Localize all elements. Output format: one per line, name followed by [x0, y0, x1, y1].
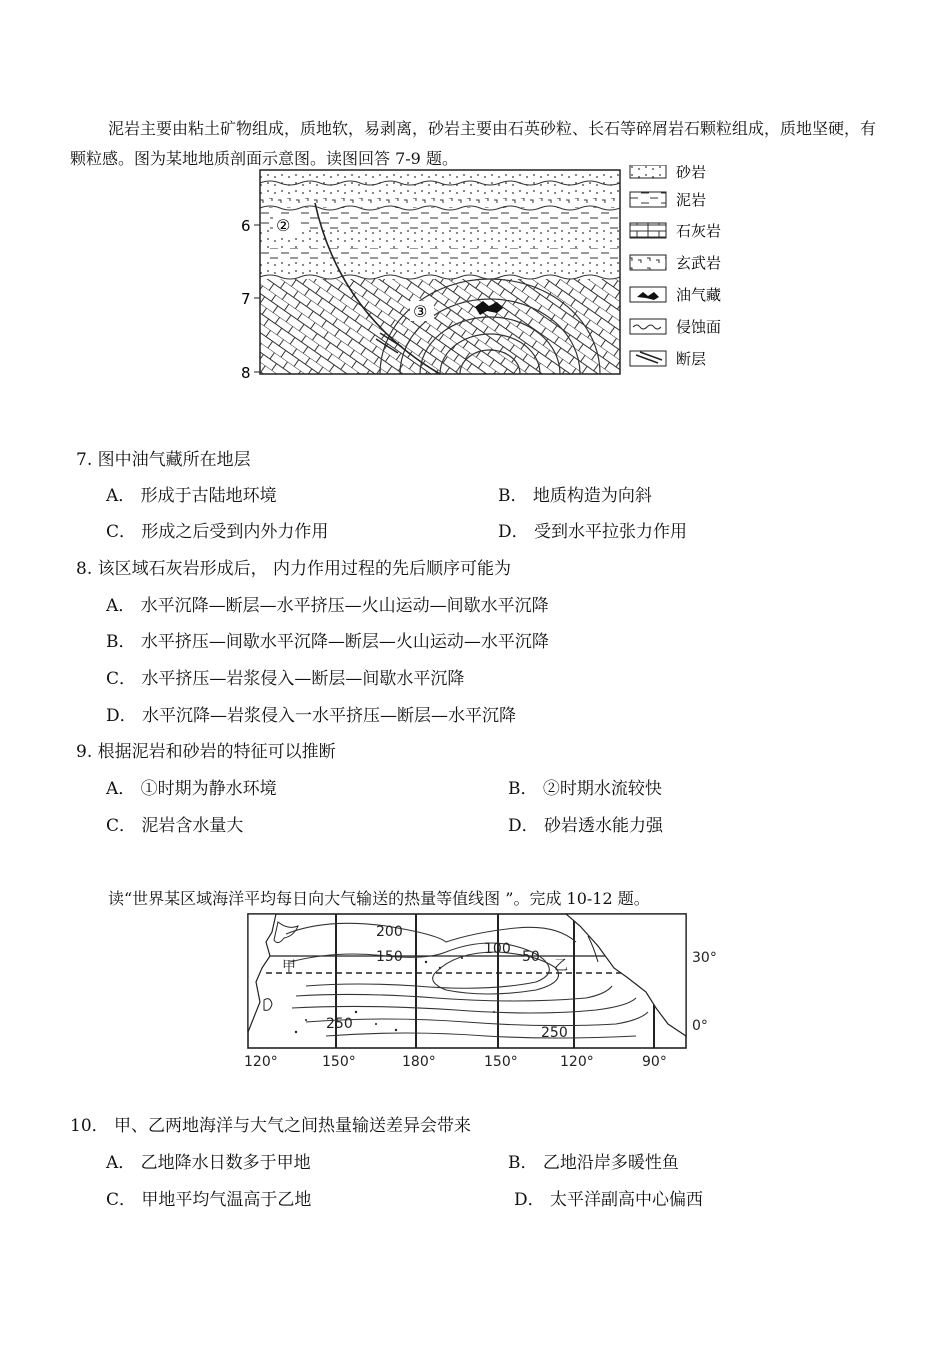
question-8-option-b[interactable]: B． 水平挤压—间歇水平沉降—断层—火山运动—水平沉降 — [106, 632, 549, 652]
contour-label: 200 — [376, 924, 403, 940]
question-10-option-a[interactable]: A． 乙地降水日数多于甲地 — [106, 1153, 311, 1173]
lon-label: 120° — [244, 1054, 278, 1070]
lon-label: 150° — [322, 1054, 356, 1070]
contour-label: 250 — [541, 1025, 568, 1041]
depth-label: 7 — [241, 290, 251, 308]
legend-oil-gas: 油气藏 — [676, 286, 722, 304]
contour-label: 100 — [484, 941, 511, 957]
lon-label: 150° — [484, 1054, 518, 1070]
question-10-option-d[interactable]: D． 太平洋副高中心偏西 — [514, 1190, 704, 1210]
question-9-option-b[interactable]: B． ②时期水流较快 — [508, 779, 662, 799]
question-10-option-c[interactable]: C． 甲地平均气温高于乙地 — [106, 1190, 312, 1210]
depth-label: 6 — [241, 217, 251, 235]
question-8-option-d[interactable]: D． 水平沉降—岩浆侵入一水平挤压—断层—水平沉降 — [106, 706, 517, 726]
question-10-stem: 10． 甲、乙两地海洋与大气之间热量输送差异会带来 — [70, 1116, 472, 1136]
question-7-option-a[interactable]: A． 形成于古陆地环境 — [106, 486, 277, 506]
contour-label: 50 — [522, 949, 540, 965]
heat-flux-isoline-map — [236, 912, 726, 1072]
question-9-stem: 9. 根据泥岩和砂岩的特征可以推断 — [76, 742, 336, 762]
lat-label: 30° — [692, 950, 717, 966]
question-9-option-a[interactable]: A． ①时期为静水环境 — [106, 779, 277, 799]
question-7-option-b[interactable]: B． 地质构造为向斜 — [498, 486, 652, 506]
lon-label: 180° — [402, 1054, 436, 1070]
legend-limestone: 石灰岩 — [676, 222, 722, 240]
legend-basalt: 玄武岩 — [676, 254, 722, 272]
legend-sandstone: 砂岩 — [676, 165, 707, 181]
geologic-section-figure — [230, 165, 750, 380]
question-8-stem: 8. 该区域石灰岩形成后， 内力作用过程的先后顺序可能为 — [76, 559, 512, 579]
place-jia: 甲 — [282, 959, 296, 975]
question-7-stem: 7. 图中油气藏所在地层 — [76, 450, 251, 470]
marker-3: ③ — [413, 302, 428, 321]
section-layers — [260, 170, 620, 374]
depth-axis — [241, 217, 260, 380]
contour-label: 150 — [376, 949, 403, 965]
contour-label: 250 — [326, 1016, 353, 1032]
place-yi: 乙 — [554, 958, 568, 974]
question-9-option-c[interactable]: C． 泥岩含水量大 — [106, 816, 244, 836]
legend — [630, 165, 721, 368]
legend-fault: 断层 — [676, 350, 707, 368]
lon-label: 90° — [642, 1054, 667, 1070]
intro-text-1: 泥岩主要由粘土矿物组成，质地软，易剥离，砂岩主要由石英砂粒、长石等碎屑岩石颗粒组成，质地坚硬，有颗粒感。图为某地地质剖面示意图。读图回答 7-9 题。 — [70, 119, 877, 168]
lon-label: 120° — [560, 1054, 594, 1070]
question-8-option-a[interactable]: A． 水平沉降—断层—水平挤压—火山运动—间歇水平沉降 — [106, 596, 549, 616]
lat-label: 0° — [692, 1018, 708, 1034]
question-7-option-d[interactable]: D． 受到水平拉张力作用 — [498, 522, 688, 542]
legend-mudstone: 泥岩 — [676, 191, 707, 209]
legend-erosion-surface: 侵蚀面 — [676, 318, 722, 336]
question-9-option-d[interactable]: D． 砂岩透水能力强 — [508, 816, 664, 836]
intro-paragraph-2 — [70, 884, 890, 914]
marker-2: ② — [276, 216, 291, 235]
depth-label: 8 — [241, 364, 251, 380]
question-8-option-c[interactable]: C． 水平挤压—岩浆侵入—断层—间歇水平沉降 — [106, 669, 465, 689]
question-10-option-b[interactable]: B． 乙地沿岸多暖性鱼 — [508, 1153, 679, 1173]
question-7-option-c[interactable]: C． 形成之后受到内外力作用 — [106, 522, 329, 542]
intro-text-2: 读“世界某区域海洋平均每日向大气输送的热量等值线图 ”。完成 10-12 题。 — [108, 889, 650, 908]
